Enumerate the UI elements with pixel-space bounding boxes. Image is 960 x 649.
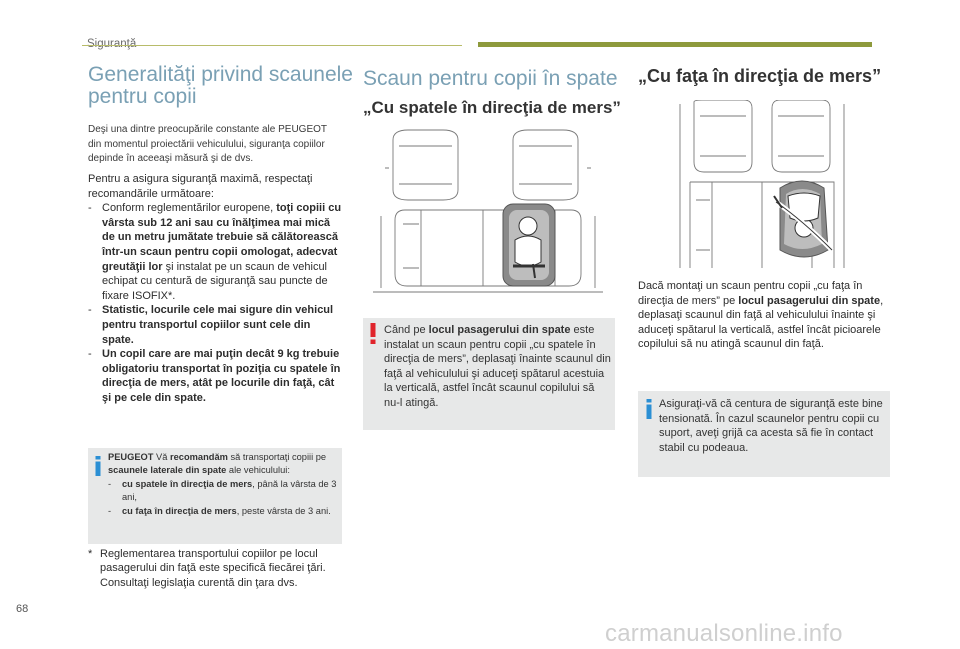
warning-box xyxy=(363,318,615,430)
info-box-text: PEUGEOT Vă recomandăm să transportaţi copiii pe scaunele laterale din spate ale vehiculului: - cu spatele în direcţia de mers, până la vârsta de 3 ani, - cu faţa în direcţia de mers, peste vârsta de 3 ani. xyxy=(108,451,340,518)
forward-facing-subtitle: „Cu faţa în direcţia de mers” xyxy=(638,66,882,86)
forward-facing-paragraph: Dacă montaţi un scaun pentru copii „cu faţa în direcţia de mers” pe locul pasagerului din spate, deplasaţi scaunul din faţă al vehiculului înainte şi aduceţi spătarul la verticală, astfel încât picioarele copilului să nu atingă scaunul din faţă. xyxy=(638,280,884,350)
footnote: * Reglementarea transportului copiilor pe locul pasagerului din faţă este specifică fiecărei ţări. Consultaţi legislaţia curentă din ţara dvs. xyxy=(88,548,326,589)
general-title: Generalităţi privind scaunele pentru copii xyxy=(88,63,353,108)
info-box-text: Asiguraţi-vă că centura de siguranţă este bine tensionată. În cazul scaunelor pentru copii cu suport, aveţi grijă ca acesta să fie în contact stabil cu podeaua. xyxy=(659,398,883,454)
rear-facing-subtitle: „Cu spatele în direcţia de mers” xyxy=(363,98,621,117)
warning-icon xyxy=(369,323,377,350)
header-rule-left xyxy=(82,45,462,46)
intro-paragraph: Deşi una dintre preocupările constante ale PEUGEOT din momentul proiectării vehiculului, siguranţa copiilor depinde în aceeaşi măsură şi de dvs. xyxy=(88,124,327,164)
car-seat-forward-facing-illustration xyxy=(672,100,852,272)
warning-text: Când pe locul pasagerului din spate este instalat un scaun pentru copii „cu spatele în direcţia de mers”, deplasaţi înainte scaunul din faţă al vehiculului şi aduceţi spătarul acestuia la verticală, astfel încât scaunul copilului să nu-l atingă. xyxy=(384,324,611,409)
watermark: carmanualsonline.info xyxy=(605,620,843,647)
list-item: - Conform reglementărilor europene, toţi copiii cu vârsta sub 12 ani sau cu înălţimea mai mică de un metru jumătate trebuie să călătorească într-un scaun pentru copii omologat, adecvat greutăţii lor şi instalat pe un scaun de vehicul echipat cu centură de siguranţă sau puncte de fixare ISOFIX*. xyxy=(88,202,342,302)
list-item: - Un copil care are mai puţin decât 9 kg trebuie obligatoriu transportat în poziţia cu spatele în direcţia de mers, atât pe locurile din faţă, cât şi pe cele din spate. xyxy=(88,348,341,404)
recommendations-lead: Pentru a asigura siguranţă maximă, respectaţi recomandările următoare: xyxy=(88,173,313,200)
section-label: Siguranţă xyxy=(87,38,137,50)
recommendations xyxy=(88,172,344,406)
info-icon xyxy=(95,456,101,481)
info-box-seatbelt xyxy=(638,391,890,477)
info-icon xyxy=(646,399,652,424)
info-box-recommendation xyxy=(88,448,342,544)
list-item: - Statistic, locurile cele mai sigure din vehicul pentru transportul copiilor sunt cele din spate. xyxy=(88,304,334,346)
list-item: - cu spatele în direcţia de mers, până la vârsta de 3 ani, xyxy=(108,478,337,503)
rear-seat-title: Scaun pentru copii în spate xyxy=(363,67,618,90)
header-rule-right xyxy=(478,42,872,47)
car-seat-rear-facing-illustration xyxy=(363,128,613,300)
page-number: 68 xyxy=(16,603,29,615)
list-item: - cu faţa în direcţia de mers, peste vârsta de 3 ani. xyxy=(108,505,331,516)
